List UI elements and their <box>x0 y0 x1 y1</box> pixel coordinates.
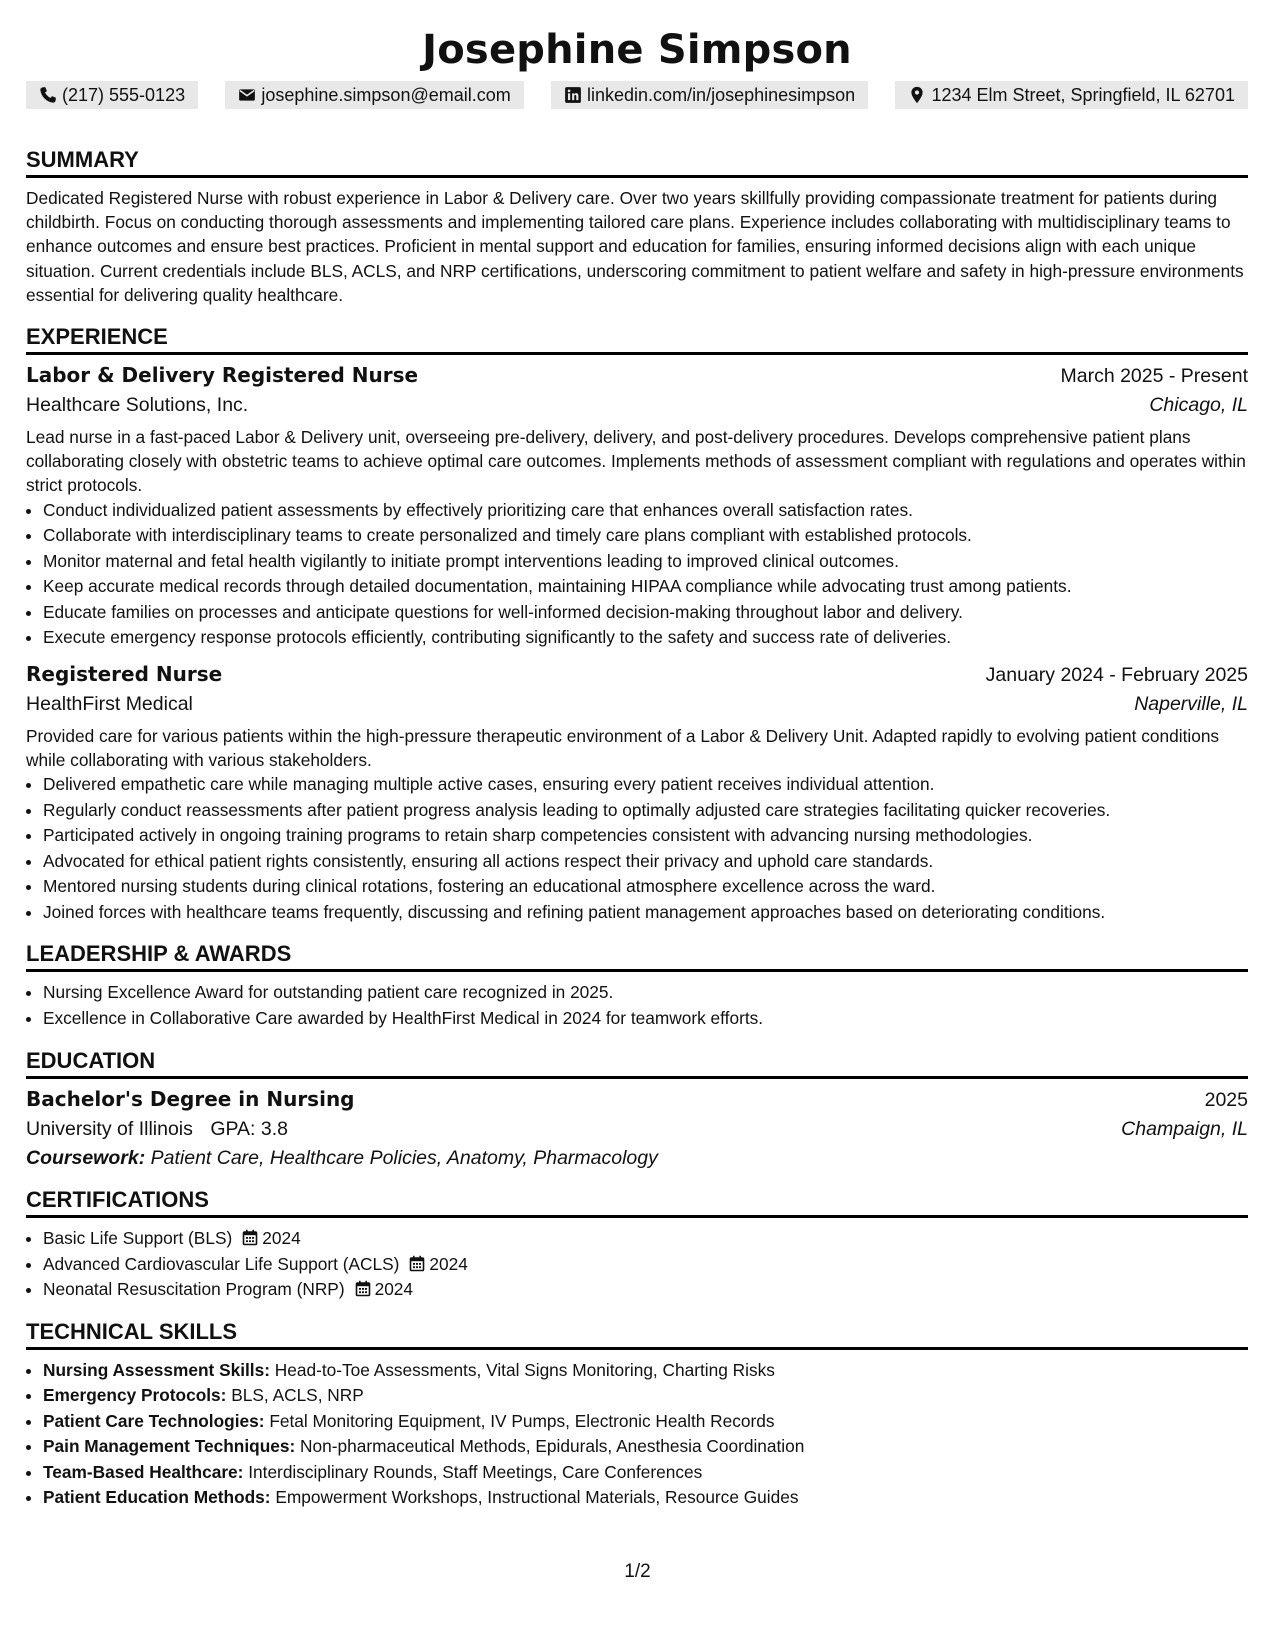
skill-value: Empowerment Workshops, Instructional Materials, Resource Guides <box>275 1487 799 1508</box>
skill-label: Nursing Assessment Skills: <box>43 1359 270 1380</box>
cert-name: Advanced Cardiovascular Life Support (ACLS) <box>43 1253 400 1274</box>
calendar-icon <box>409 1255 425 1272</box>
awards-list <box>26 980 1248 1031</box>
skill-label: Team-Based Healthcare: <box>43 1461 244 1482</box>
contact-phone[interactable] <box>26 81 198 109</box>
contact-email-text: josephine.simpson@email.com <box>261 85 511 105</box>
coursework <box>26 1147 1248 1170</box>
certifications-section <box>26 1185 1248 1303</box>
contact-address-text: 1234 Elm Street, Springfield, IL 62701 <box>931 85 1235 105</box>
education-section <box>26 1046 1248 1170</box>
cert-name: Neonatal Resuscitation Program (NRP) <box>43 1279 345 1300</box>
job-company: Healthcare Solutions, Inc. <box>26 394 249 417</box>
contact-phone-text: (217) 555-0123 <box>62 85 186 105</box>
cert-year: 2024 <box>262 1228 301 1249</box>
section-title-summary: SUMMARY <box>26 145 1248 178</box>
skill-label: Emergency Protocols: <box>43 1385 227 1406</box>
job-bullets <box>26 772 1248 925</box>
job-location: Naperville, IL <box>1134 692 1248 715</box>
envelope-icon <box>238 86 256 104</box>
list-item: • Participated actively in ongoing training programs to retain sharp competencies consistent with advancing nursing methodologies. <box>43 823 1248 849</box>
map-pin-icon <box>908 86 926 104</box>
calendar-icon <box>355 1280 371 1297</box>
job-location: Chicago, IL <box>1149 394 1248 417</box>
contact-address <box>895 81 1248 109</box>
list-item: • Nursing Excellence Award for outstanding patient care recognized in 2025. <box>43 980 1248 1006</box>
section-title-experience: EXPERIENCE <box>26 322 1248 355</box>
degree-year: 2025 <box>1204 1089 1248 1112</box>
job-dates: January 2024 - February 2025 <box>985 663 1248 686</box>
list-item: • Monitor maternal and fetal health vigilantly to initiate prompt interventions leading to improved clinical outcomes. <box>43 549 1248 575</box>
cert-year: 2024 <box>429 1253 468 1274</box>
coursework-list: Patient Care, Healthcare Policies, Anatomy, Pharmacology <box>150 1147 658 1170</box>
list-item: • Joined forces with healthcare teams frequently, discussing and refining patient management approaches based on deteriorating conditions. <box>43 900 1248 926</box>
resume-page <box>26 0 1248 1511</box>
section-title-certifications: CERTIFICATIONS <box>26 1185 1248 1218</box>
contact-linkedin[interactable] <box>551 81 868 109</box>
page-number: 1/2 <box>624 1561 651 1582</box>
skill-label: Patient Education Methods: <box>43 1487 271 1508</box>
section-title-education: EDUCATION <box>26 1046 1248 1079</box>
skill-value: BLS, ACLS, NRP <box>231 1385 364 1406</box>
contact-email[interactable] <box>225 81 523 109</box>
gpa: GPA: 3.8 <box>210 1118 288 1141</box>
skills-section <box>26 1317 1248 1511</box>
list-item: • Mentored nursing students during clinical rotations, fostering an educational atmosphere excellence across the ward. <box>43 874 1248 900</box>
list-item <box>43 1460 1248 1486</box>
list-item: • Excellence in Collaborative Care awarded by HealthFirst Medical in 2024 for teamwork efforts. <box>43 1006 1248 1032</box>
list-item <box>43 1409 1248 1435</box>
list-item: • Delivered empathetic care while managing multiple active cases, ensuring every patient receives individual attention. <box>43 772 1248 798</box>
job-dates: March 2025 - Present <box>1060 365 1248 388</box>
job-title: Labor & Delivery Registered Nurse <box>26 363 419 388</box>
coursework-label: Coursework: <box>26 1147 146 1170</box>
linkedin-icon <box>564 86 582 104</box>
skill-label: Patient Care Technologies: <box>43 1410 265 1431</box>
cert-year: 2024 <box>374 1279 414 1300</box>
list-item <box>43 1434 1248 1460</box>
summary-section <box>26 145 1248 307</box>
list-item <box>43 1226 1248 1252</box>
skill-value: Head-to-Toe Assessments, Vital Signs Monitoring, Charting Risks <box>274 1359 775 1380</box>
leadership-section <box>26 939 1248 1031</box>
skills-list <box>26 1358 1248 1511</box>
list-item: • Execute emergency response protocols efficiently, contributing significantly to the safety and success rate of deliveries. <box>43 625 1248 651</box>
school-location: Champaign, IL <box>1121 1118 1248 1141</box>
list-item: • Advocated for ethical patient rights consistently, ensuring all actions respect their privacy and uphold care standards. <box>43 849 1248 875</box>
experience-section <box>26 322 1248 925</box>
candidate-name: Josephine Simpson <box>422 27 852 73</box>
list-item <box>43 1485 1248 1511</box>
list-item: • Keep accurate medical records through detailed documentation, maintaining HIPAA compliance while advocating trust among patients. <box>43 574 1248 600</box>
list-item: • Conduct individualized patient assessments by effectively prioritizing care that enhances overall satisfaction rates. <box>43 498 1248 524</box>
school-name: University of Illinois <box>26 1118 193 1141</box>
section-title-leadership: LEADERSHIP & AWARDS <box>26 939 1248 972</box>
skill-label: Pain Management Techniques: <box>43 1436 296 1457</box>
skill-value: Non-pharmaceutical Methods, Epidurals, Anesthesia Coordination <box>300 1436 805 1457</box>
job-title: Registered Nurse <box>26 661 223 686</box>
job-entry <box>26 662 1248 925</box>
phone-icon <box>39 86 57 104</box>
certifications-list <box>26 1226 1248 1303</box>
job-description: Lead nurse in a fast-paced Labor & Delivery unit, overseeing pre-delivery, delivery, and post-delivery procedures. Develops comprehensive patient plans collaborating closely with obstetric teams to achieve optimal care outcomes. Implements methods of assessment compliant with regulations and operates within strict protocols. <box>26 427 1246 496</box>
list-item <box>43 1277 1248 1303</box>
list-item: • Regularly conduct reassessments after patient progress analysis leading to optimally adjusted care strategies facilitating quicker recoveries. <box>43 798 1248 824</box>
calendar-icon <box>242 1229 258 1246</box>
job-bullets <box>26 498 1248 651</box>
list-item <box>43 1383 1248 1409</box>
list-item <box>43 1252 1248 1278</box>
job-company: HealthFirst Medical <box>26 692 193 715</box>
degree-title: Bachelor's Degree in Nursing <box>26 1087 355 1112</box>
job-entry <box>26 363 1248 651</box>
list-item: • Educate families on processes and anticipate questions for well-informed decision-making throughout labor and delivery. <box>43 600 1248 626</box>
contact-bar <box>26 81 1248 109</box>
list-item: • Collaborate with interdisciplinary teams to create personalized and timely care plans compliant with established protocols. <box>43 523 1248 549</box>
summary-text: Dedicated Registered Nurse with robust experience in Labor & Delivery care. Over two years skillfully providing compassionate treatment for patients during childbirth. Focus on conducting thorough assessments and implementing tailored care plans. Experience includes collaborating with multidisciplinary teams to enhance outcomes and ensure best practices. Proficient in mental support and education for families, ensuring informed decisions align with each unique situation. Current credentials include BLS, ACLS, and NRP certifications, underscoring commitment to patient welfare and safety in high-pressure environments essential for delivering quality healthcare. <box>26 188 1244 305</box>
list-item <box>43 1358 1248 1384</box>
job-description: Provided care for various patients within the high-pressure therapeutic environment of a Labor & Delivery Unit. Adapted rapidly to evolving patient conditions while collaborating with various stakeholders. <box>26 725 1220 770</box>
skill-value: Interdisciplinary Rounds, Staff Meetings, Care Conferences <box>248 1461 703 1482</box>
cert-name: Basic Life Support (BLS) <box>43 1228 233 1249</box>
skill-value: Fetal Monitoring Equipment, IV Pumps, Electronic Health Records <box>269 1410 775 1431</box>
contact-linkedin-text: linkedin.com/in/josephinesimpson <box>587 85 856 105</box>
section-title-skills: TECHNICAL SKILLS <box>26 1317 1248 1350</box>
